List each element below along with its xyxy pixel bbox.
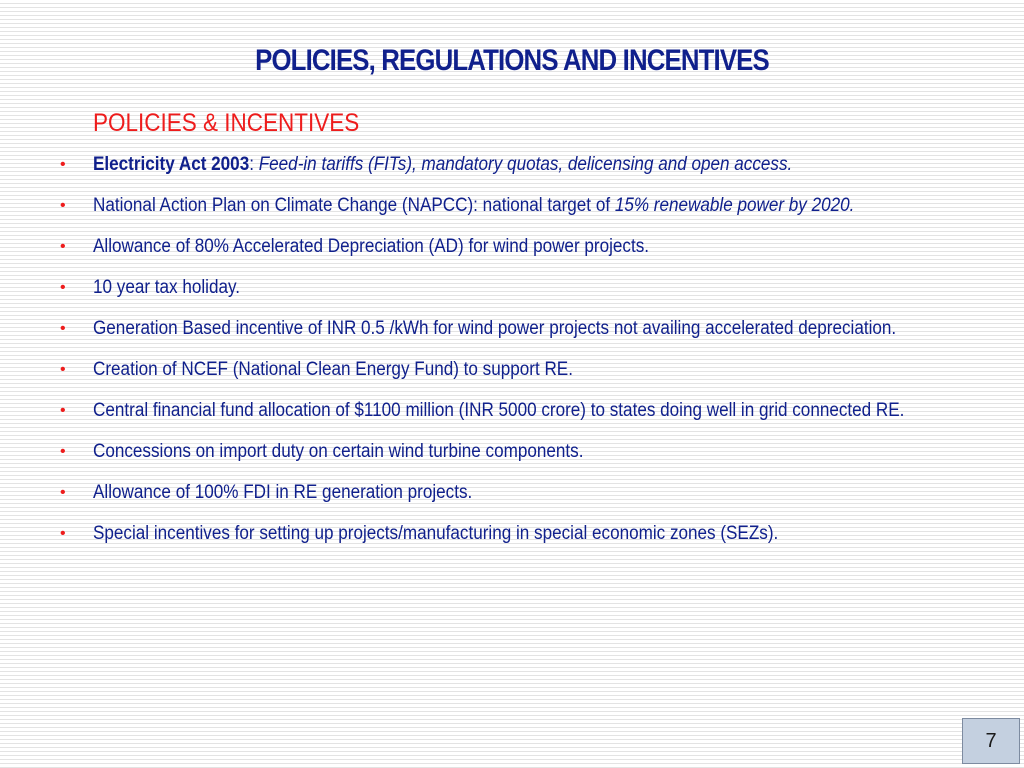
bullet-item xyxy=(60,353,980,387)
bullet-dot-icon: • xyxy=(60,279,66,296)
section-subtitle: POLICIES & INCENTIVES xyxy=(93,109,360,137)
bullet-item xyxy=(60,189,980,223)
bullet-dot-icon: • xyxy=(60,156,66,173)
bullet-dot-icon: • xyxy=(60,320,66,337)
bullet-dot-icon: • xyxy=(60,525,66,542)
bullet-dot-icon: • xyxy=(60,197,66,214)
bullet-text: Concessions on import duty on certain wind turbine components. xyxy=(93,441,584,462)
bullet-text: Central financial fund allocation of $1100 million (INR 5000 crore) to states doing well in grid connected RE. xyxy=(93,400,905,421)
bullet-text: Allowance of 80% Accelerated Depreciation (AD) for wind power projects. xyxy=(93,236,650,257)
page-number-badge xyxy=(962,718,1020,764)
bullet-item xyxy=(60,312,980,346)
bullet-dot-icon: • xyxy=(60,238,66,255)
bullet-item xyxy=(60,271,980,305)
bullet-dot-icon: • xyxy=(60,402,66,419)
bullet-text: 10 year tax holiday. xyxy=(93,277,241,298)
bullet-list xyxy=(60,148,980,558)
bullet-italic: Feed-in tariffs (FITs), mandatory quotas, delicensing and open access. xyxy=(258,154,793,175)
bullet-italic: 15% renewable power by 2020. xyxy=(614,195,855,216)
bullet-item xyxy=(60,394,980,428)
bullet-separator: : xyxy=(249,154,259,175)
slide-title: POLICIES, REGULATIONS AND INCENTIVES xyxy=(255,44,769,77)
bullet-item xyxy=(60,230,980,264)
bullet-item xyxy=(60,517,980,551)
bullet-item xyxy=(60,435,980,469)
bullet-text: National Action Plan on Climate Change (NAPCC): national target of xyxy=(93,195,615,216)
bullet-text: Generation Based incentive of INR 0.5 /kWh for wind power projects not availing accelerated depreciation. xyxy=(93,318,897,339)
bullet-text: Special incentives for setting up projects/manufacturing in special economic zones (SEZs). xyxy=(93,523,779,544)
bullet-text: Allowance of 100% FDI in RE generation projects. xyxy=(93,482,473,503)
bullet-text: Creation of NCEF (National Clean Energy Fund) to support RE. xyxy=(93,359,573,380)
page-number: 7 xyxy=(985,729,997,752)
bullet-item xyxy=(60,476,980,510)
bullet-bold: Electricity Act 2003 xyxy=(93,154,250,175)
bullet-item xyxy=(60,148,980,182)
bullet-dot-icon: • xyxy=(60,361,66,378)
bullet-dot-icon: • xyxy=(60,484,66,501)
bullet-dot-icon: • xyxy=(60,443,66,460)
